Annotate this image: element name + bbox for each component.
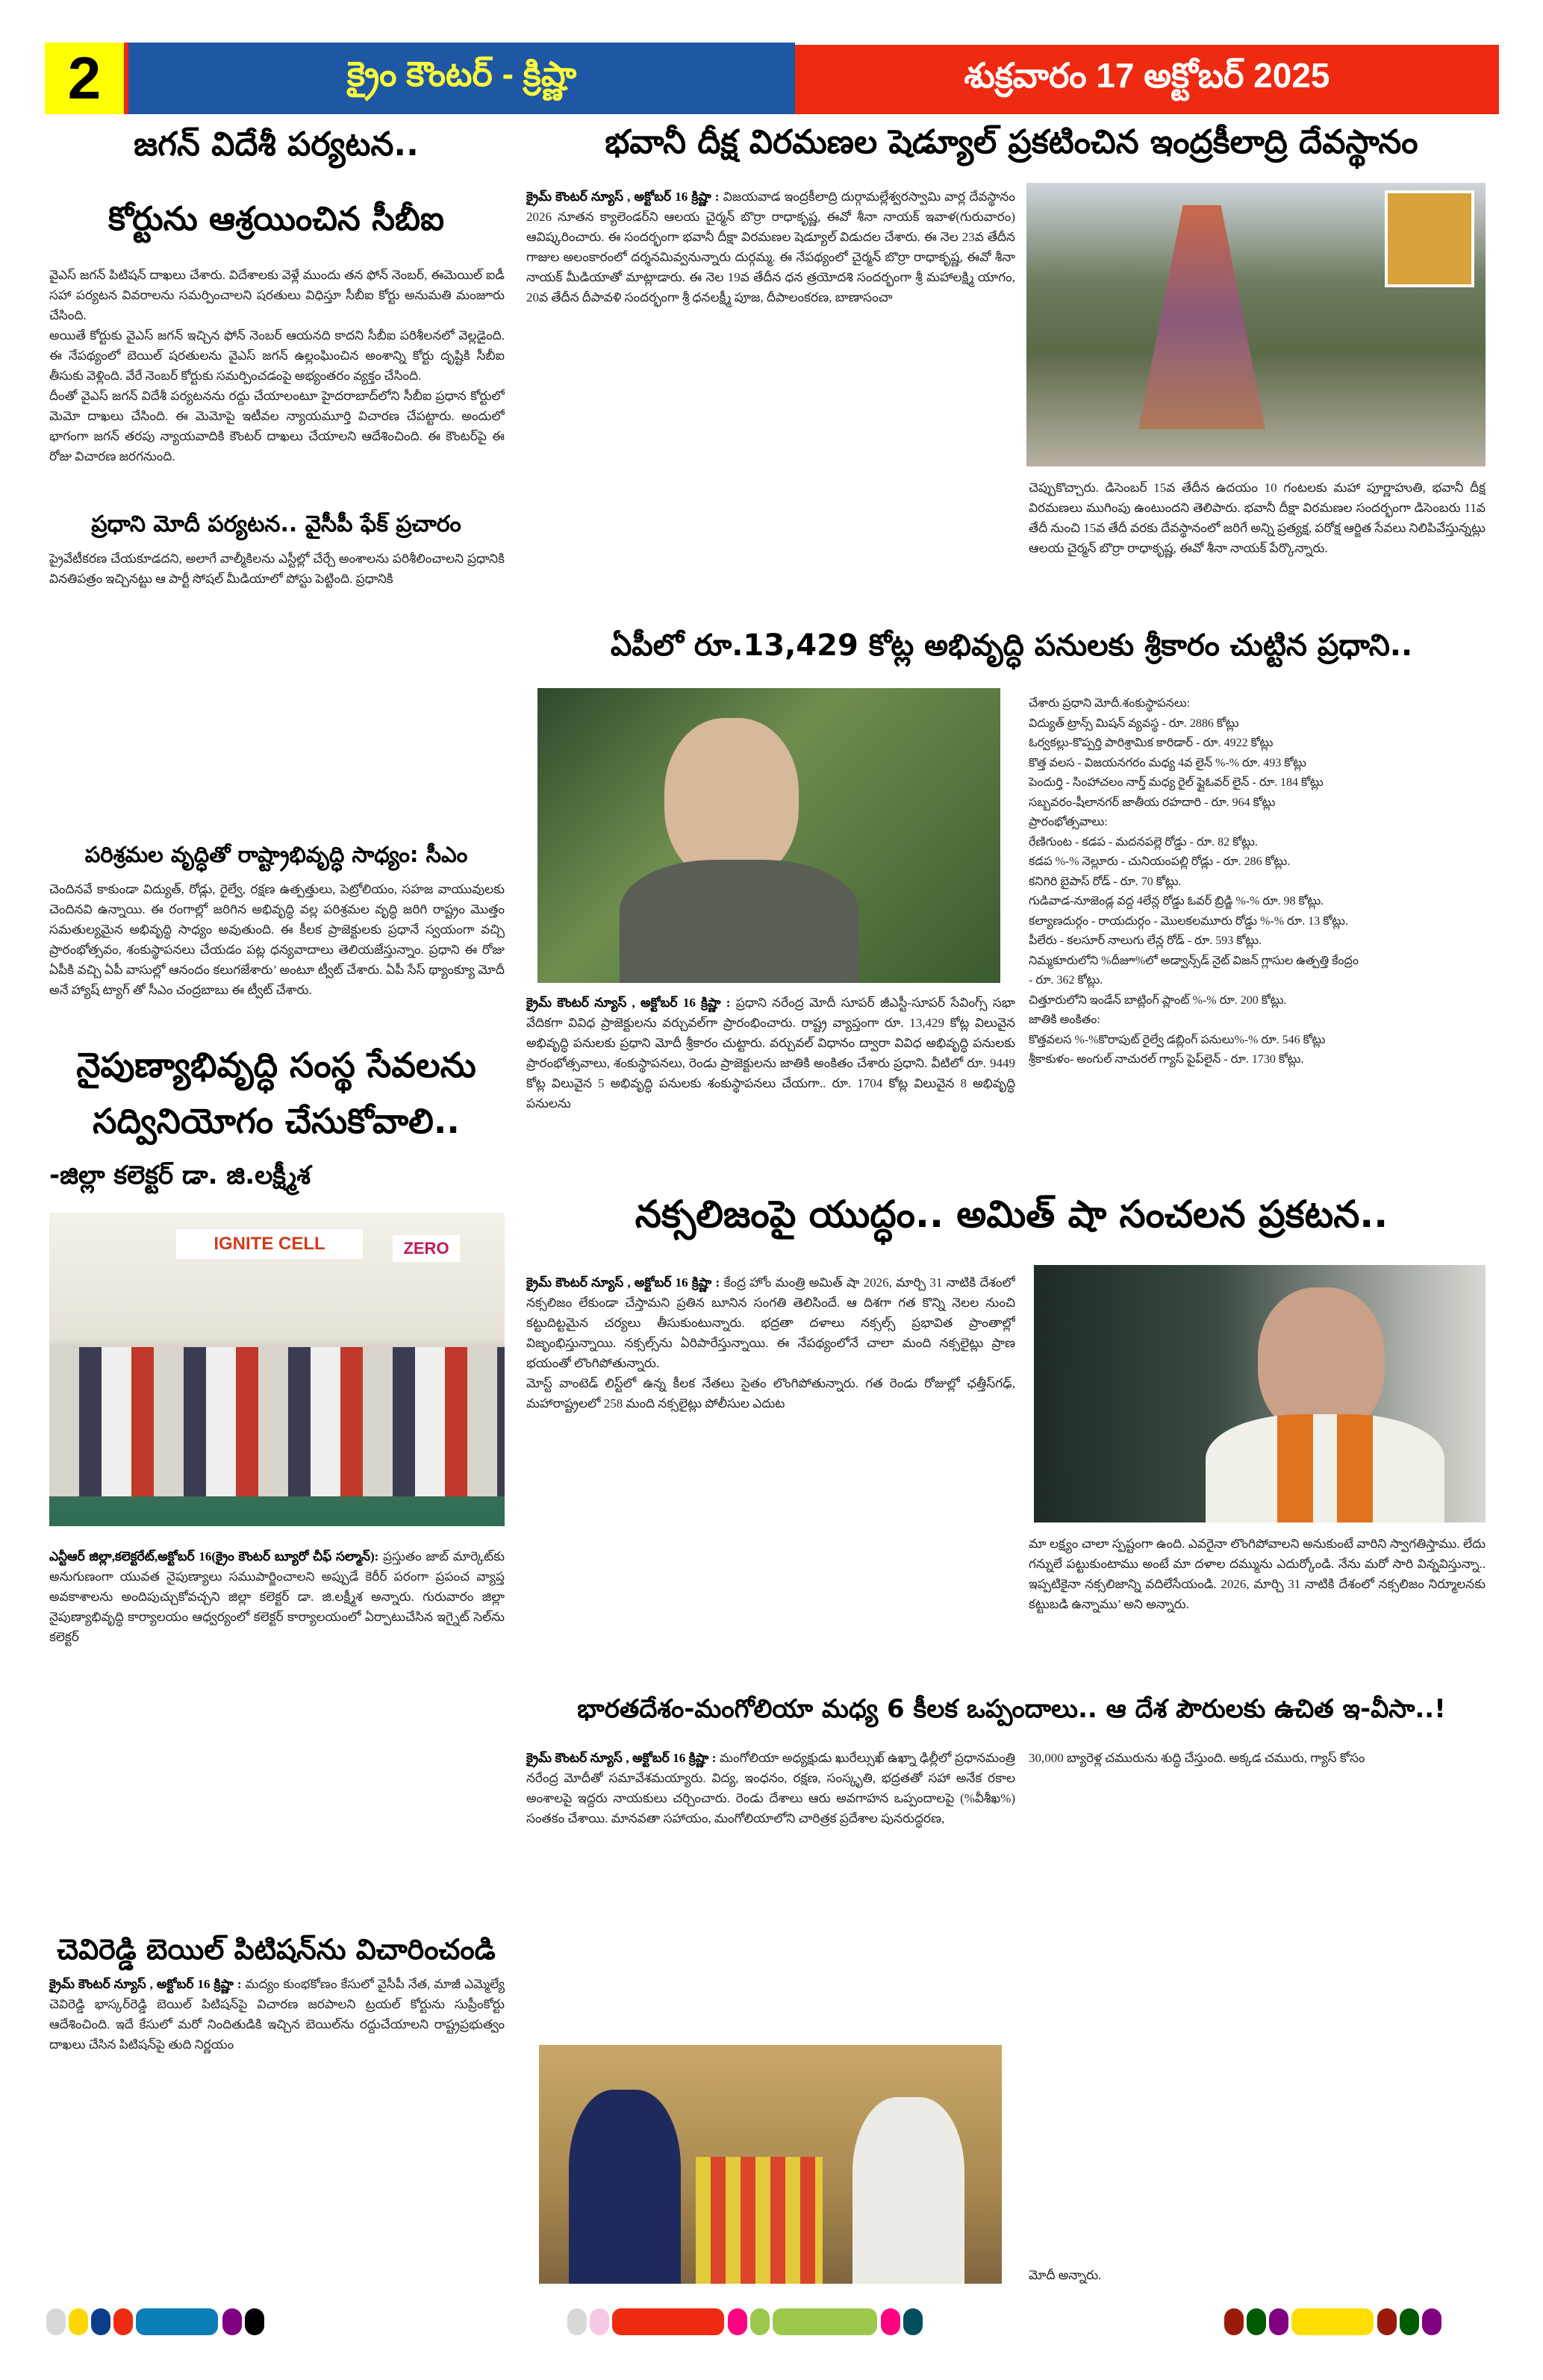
headline-skills-2: సద్వినియోగం చేసుకోవాలి.. — [93, 1101, 460, 1141]
list-item: - రూ. 362 కోట్లు. — [1029, 974, 1103, 987]
temple-gopuram — [1138, 205, 1265, 429]
photo-temple — [1026, 183, 1486, 466]
color-dot — [245, 2308, 264, 2335]
article-bhavani-body-continued — [1029, 478, 1486, 619]
list-item: జాతికి అంకితం: — [1029, 1013, 1100, 1026]
headline-jagan-1: జగన్ విదేశీ పర్యటన.. — [134, 125, 419, 163]
article-naxal-body — [526, 1272, 1015, 1675]
paragraph: దీంతో వైఎస్ జగన్ విదేశీ పర్యటనను రద్దు చేయాలంటూ హైదరాబాద్‌లోని సీబీఐ ప్రధాన కోర్టులో మెమో దాఖలు చేసింది. ఈ మెమోపై ఇటీవల న్యాయమూర్తి విచారణ చేపట్టారు. అందులో భాగంగా జగన్ తరపు న్యాయవాదికి కౌంటర్ దాఖలు చేయాలని ఆదేశించింది. ఈ కౌంటర్‌పై ఈ రోజు విచారణ జరగనుంది. — [49, 389, 505, 463]
article-naxal-body-continued — [1029, 1534, 1486, 1664]
list-item: కొత్తవలస %-%కొరాపుట్ రైల్వే డబ్లింగ్ పనులు%-% రూ. 546 కోట్లు — [1029, 1033, 1326, 1046]
byline-collector: -జిల్లా కలెక్టర్ డా. జి.లక్ష్మీశ — [49, 1161, 311, 1190]
photo-ignite-cell-launch — [49, 1213, 505, 1526]
photo-modi — [537, 688, 1000, 983]
dateline: క్రైమ్ కౌంటర్ న్యూస్ , అక్టోబర్ 16 క్రిష్ణా : — [526, 190, 720, 204]
headline-bhavani: భవానీ దీక్ష విరమణల షెడ్యూల్ ప్రకటించిన ఇంద్రకీలాద్రి దేవస్థానం — [605, 123, 1418, 161]
color-bar — [136, 2308, 218, 2335]
headline-chevireddy: చెవిరెడ్డి బెయిల్ పిటిషన్‌ను విచారించండి — [57, 1933, 496, 1966]
list-item: చేశారు ప్రధాని మోదీ.శంకుస్థాపనలు: — [1029, 697, 1191, 710]
list-item: చిత్తూరులోని ఇండేన్ బాట్లింగ్ ప్లాంట్ %-% రూ. 200 కోట్లు. — [1029, 993, 1287, 1007]
list-item: ప్రారంభోత్సవాలు: — [1029, 816, 1108, 828]
amit-shah-scarf — [1206, 1414, 1444, 1522]
color-dot — [91, 2308, 110, 2335]
list-item: రేణిగుంట - కడప - మదనపల్లె రోడ్డు - రూ. 82 కోట్లు. — [1029, 835, 1258, 849]
edition-title: క్రైం కౌంటర్ - క్రిష్ణా — [128, 43, 795, 114]
flower-bouquet — [696, 2157, 823, 2284]
dateline: క్రైమ్ కౌంటర్ న్యూస్ , అక్టోబర్ 16 క్రిష్ణా : — [526, 1275, 720, 1290]
article-skills-body — [49, 1546, 505, 1905]
list-item: విద్యుత్ ట్రాన్స్ మిషన్ వ్యవస్థ - రూ. 2886 కోట్లు — [1029, 716, 1239, 730]
paragraph: విజయవాడ ఇంద్రకీలాద్రి దుర్గామల్లేశ్వరస్వామి వార్ల దేవస్థానం 2026 నూతన క్యాలెండర్‌ని ఆలయ చైర్మన్ బొర్రా రాధాకృష్ణ, ఈవో శీనా నాయక్ ఇవాళ(గురువారం) ఆవిష్కరించారు. ఈ సందర్భంగా భవానీ దీక్షా విరమణల షెడ్యూల్ విడుదల చేశారు. ఈ నెల 23వ తేదీన గాజుల అలంకారంలో దర్శనమివ్వనున్నారు దుర్గమ్మ. ఈ నేపథ్యంలో చైర్మన్ బొర్రా రాధాకృష్ణ, ఈవో శీనా నాయక్ మీడియాతో మాట్లాడారు. ఈ నెల 19వ తేదీన ధన త్రయోదశి సందర్భంగా శ్రీ మహాలక్ష్మి యాగం, 20వ తేదీన దీపావళి సందర్భంగా శ్రీ ధనలక్ష్మీ పూజ, దీపాలంకరణ, బాణాసంచా — [526, 190, 1015, 304]
dateline: క్రైమ్ కౌంటర్ న్యూస్ , అక్టోబర్ 16 క్రిష్ణా : — [526, 996, 731, 1010]
photo-amit-shah — [1034, 1265, 1486, 1522]
list-item: పీలేరు - కలసూర్ నాలుగు లేన్ల రోడ్ - రూ. 593 కోట్లు. — [1029, 934, 1262, 947]
modi-vest — [620, 860, 858, 983]
dateline: క్రైమ్ కౌంటర్ న్యూస్ , అక్టోబర్ 16 క్రిష్ణా : — [526, 1751, 717, 1765]
article-bhavani-body — [526, 187, 1015, 619]
headline-projects: ఏపీలో రూ.13,429 కోట్ల అభివృద్ధి పనులకు శ్రీకారం చుట్టిన ప్రధాని.. — [610, 628, 1413, 663]
paragraph: చెప్పుకొచ్చారు. డిసెంబర్ 15వ తేదీన ఉదయం 10 గంటలకు మహా పూర్ణాహుతి, భవానీ దీక్ష విరమణలు ముగింపు ఉంటుందని తెలిపారు. భవానీ దీక్షా విరమణల సందర్భంగా డిసెంబరు 11వ తేదీ నుంచి 15వ తేదీ వరకు దేవస్థానంలో జరిగే అన్ని ప్రత్యక్ష, పరోక్ష ఆర్జిత సేవలు నిలిపివేస్తున్నట్లు ఆలయ చైర్మన్ బొర్రా రాధాకృష్ణ, ఈవో శీనా నాయక్ పేర్కొన్నారు. — [1029, 481, 1486, 555]
article-projects-body — [526, 993, 1015, 1168]
article-mongolia-body-continued — [1029, 1748, 1486, 2263]
color-dot — [750, 2308, 770, 2335]
article-cm-body — [49, 879, 505, 1036]
color-dot — [222, 2308, 242, 2335]
list-item: కొత్త వలస - విజయనగరం మధ్య 4వ లైన్ %-% రూ. 493 కోట్లు — [1029, 756, 1306, 769]
pm-modi — [852, 2097, 964, 2284]
headline-mongolia: భారతదేశం-మంగోలియా మధ్య 6 కీలక ఒప్పందాలు.. ఆ దేశ పౌరులకు ఉచిత ఇ-వీసా..! — [577, 1694, 1446, 1724]
list-item: నిమ్మకూరులోని %దీజూ%లో అడ్వాన్స్‌డ్ నైట్ విజన్ గ్లాసుల ఉత్పత్తి కేంద్రం — [1029, 954, 1359, 967]
paragraph: మద్యం కుంభకోణం కేసులో వైసీపీ నేత, మాజీ ఎమ్మెల్యే చెవిరెడ్డి భాస్కర్‌రెడ్డి బెయిల్ పిటిషన్‌పై విచారణ జరపాలని ట్రయల్ కోర్టును సుప్రీంకోర్టు ఆదేశించింది. ఇదే కేసులో మరో నిందితుడికి ఇచ్చిన బెయిల్‌ను రద్దుచేయాలని రాష్ట్రప్రభుత్వం దాఖలు చేసిన పిటిషన్‌పై తుది నిర్ణయం — [49, 1977, 505, 2052]
list-item: సబ్బవరం-షీలానగర్ జాతీయ రహదారి - రూ. 964 కోట్లు — [1029, 796, 1276, 809]
paragraph: ప్రధాని నరేంద్ర మోదీ సూపర్ జీఎస్టీ-సూపర్ సేవింగ్స్ సభా వేదికగా వివిధ ప్రాజెక్టులను వర్చువల్‌గా ప్రారంభించారు. రాష్ట్ర వ్యాప్తంగా రూ. 13,429 కోట్ల విలువైన అభివృద్ధి పనులకు ప్రధాని మోదీ శ్రీకారం చుట్టారు. వర్చువల్ విధానం ద్వారా వివిధ అభివృద్ధి పనులకు ప్రారంభోత్సవాలు, శంకుస్థాపనలు, రెండు ప్రాజెక్టులను జాతికి అంకితం చేశారు ప్రధాని. వీటిలో రూ. 9449 కోట్ల విలువైన 5 అభివృద్ధి పనులకు శంకుస్థాపనలు చేయగా.. రూ. 1704 కోట్ల విలువైన 8 అభివృద్ధి పనులను — [526, 996, 1015, 1111]
paragraph: 30,000 బ్యారెళ్ల చమురును శుద్ధి చేస్తుంది. అక్కడ చమురు, గ్యాస్ కోసం — [1029, 1751, 1365, 1765]
color-dot — [1422, 2308, 1441, 2335]
color-dot — [1377, 2308, 1397, 2335]
modi-face — [664, 718, 799, 882]
dateline: క్రైమ్ కౌంటర్ న్యూస్ , అక్టోబర్ 16 క్రిష్ణా : — [49, 1977, 242, 1991]
headline-naxal: నక్సలిజంపై యుద్ధం.. అమిత్ షా సంచలన ప్రకటన.. — [635, 1193, 1388, 1236]
color-dot — [728, 2308, 747, 2335]
article-jagan-body — [49, 265, 505, 504]
people-group — [49, 1347, 505, 1496]
goddess-inset-image — [1385, 190, 1474, 287]
mongolian-president — [569, 2090, 681, 2284]
color-dot — [590, 2308, 609, 2335]
banner-zero: ZERO — [393, 1235, 460, 1262]
paragraph: మోస్ట్ వాంటెడ్ లిస్ట్‌లో ఉన్న కీలక నేతలు సైతం లొంగిపోతున్నారు. గత రెండు రోజుల్లో ఛత్తీస్‌గఢ్, మహారాష్ట్రలలో 258 మంది నక్సలైట్లు పోలీసుల ఎదుట — [526, 1376, 1015, 1411]
list-item: కనిగిరి బైపాస్ రోడ్ - రూ. 70 కోట్లు. — [1029, 875, 1182, 888]
color-dot — [113, 2308, 133, 2335]
list-item: ఓర్వకల్లు-కొప్పర్తి పారిశ్రామిక కారిడార్ - రూ. 4922 కోట్లు — [1029, 737, 1274, 749]
list-item: గుడివాడ-నూజెండ్ల వద్ద 4లేన్ల రోడ్డు ఓవర్ బ్రిడ్జి %-% రూ. 98 కోట్లు. — [1029, 895, 1324, 908]
headline-modi-fake: ప్రధాని మోదీ పర్యటన.. వైసీపీ ఫేక్ ప్రచారం — [91, 511, 461, 537]
paragraph: మంగోలియా అధ్యక్షుడు ఖురేల్సుఖ్ ఉఖ్నా ఢిల్లీలో ప్రధానమంత్రి నరేంద్ర మోదీతో సమావేశమయ్యారు. విద్య, ఇంధనం, రక్షణ, సంస్కృతి, భద్రతతో సహా అనేక రకాల అంశాలపై ఇద్దరు నాయకులు చర్చించారు. రెండు దేశాలు ఆరు అవగాహన ఒప్పందాలపై (%వీశీఖ%) సంతకం చేశాయి. మానవతా సహాయం, మంగోలియాలోని చారిత్రక ప్రదేశాల పునరుద్ధరణ, — [526, 1751, 1015, 1825]
color-dot — [1224, 2308, 1244, 2335]
list-item: కడప %-% నెల్లూరు - చునియంపల్లి రోడ్లు - రూ. 286 కోట్లు. — [1029, 855, 1291, 868]
paragraph: వైఎస్ జగన్ పిటిషన్ దాఖలు చేశారు. విదేశాలకు వెళ్లే ముందు తన ఫోన్ నెంబర్, ఈమెయిల్ ఐడీ సహా పర్యటన వివరాలను సమర్పించాలని షరతులు విధిస్తూ సీబీఐ కోర్టు అనుమతి మంజూరు చేసింది. — [49, 268, 505, 322]
color-dot — [567, 2308, 587, 2335]
article-chevireddy-body — [49, 1974, 505, 2287]
headline-cm: పరిశ్రమల వృద్ధితో రాష్ట్రాభివృద్ధి సాధ్యం: సీఎం — [84, 842, 468, 867]
list-item: పెందుర్తి - సింహాచలం నార్త్ మధ్య రైల్ ఫ్లైఓవర్ లైన్ - రూ. 184 కోట్లు — [1029, 776, 1324, 789]
color-dot — [46, 2308, 66, 2335]
color-dot — [1269, 2308, 1288, 2335]
color-bar — [773, 2308, 877, 2335]
issue-date: శుక్రవారం 17 అక్టోబర్ 2025 — [795, 45, 1499, 114]
article-mongolia-closing: మోదీ అన్నారు. — [1029, 2268, 1102, 2282]
list-item: కల్యాణదుర్గం - రాయదుర్గం - మొలకలమూరు రోడ్డు %-% రూ. 13 కోట్లు. — [1029, 914, 1348, 928]
page-number: 2 — [45, 43, 128, 114]
article-modi-fake-body — [49, 549, 505, 832]
paragraph: అయితే కోర్టుకు వైఎస్ జగన్ ఇచ్చిన ఫోన్ నెంబర్ ఆయనది కాదని సీబీఐ పరిశీలనలో వెల్లడైంది. ఈ నేపథ్యంలో బెయిల్ షరతులను వైఎస్ జగన్ ఉల్లంఘించిన అంశాన్ని కోర్టు దృష్టికి సీబీఐ తీసుకు వెళ్లింది. వేరే నెంబర్ కోర్టుకు సమర్పించడంపై అభ్యంతరం వ్యక్తం చేసింది. — [49, 328, 505, 383]
projects-list — [1029, 694, 1491, 1070]
color-dot — [1400, 2308, 1419, 2335]
paragraph: కేంద్ర హోం మంత్రి అమిత్ షా 2026, మార్చి 31 నాటికి దేశంలో నక్సలిజం లేకుండా చేస్తామని ప్రతిన బూనిన సంగతి తెలిసిందే. ఆ దిశగా గత కొన్ని నెలల నుంచి కట్టుదిట్టమైన చర్యలు తీసుకుంటున్నారు. భద్రతా దళాలు నక్సల్స్ ప్రభావిత ప్రాంతాల్లో విజృంభిస్తున్నాయి. నక్సల్స్‌ను ఏరిపారేస్తున్నాయి. ఈ నేపథ్యంలోనే చాలా మంది నక్సలైట్లు ప్రాణ భయంతో లొంగిపోతున్నారు. — [526, 1275, 1015, 1370]
color-bar — [1291, 2308, 1374, 2335]
color-dot — [1247, 2308, 1266, 2335]
color-dot — [903, 2308, 923, 2335]
color-bar — [612, 2308, 724, 2335]
headline-skills-1: నైపుణ్యాభివృద్ధి సంస్థ సేవలను — [76, 1045, 476, 1085]
color-dot — [881, 2308, 900, 2335]
list-item: శ్రీకాకుళం- అంగుల్ నాచురల్ గ్యాస్ పైప్‌లైన్ - రూ. 1730 కోట్లు. — [1029, 1053, 1304, 1066]
headline-jagan-2: కోర్టును ఆశ్రయించిన సీబీఐ — [108, 200, 444, 238]
article-mongolia-body — [526, 1748, 1015, 2039]
dateline: ఎన్టీఆర్ జిల్లా,కలెక్టరేట్,అక్టోబర్ 16(క్రైం కౌంటర్ బ్యూరో చీఫ్ సల్మాన్): — [49, 1549, 379, 1564]
banner-ignite-cell: IGNITE CELL — [176, 1229, 363, 1259]
photo-mongolia-meeting — [539, 2045, 1002, 2284]
color-dot — [69, 2308, 88, 2335]
paragraph: మా లక్ష్యం చాలా స్పష్టంగా ఉంది. ఎవరైనా లొంగిపోవాలని అనుకుంటే వారిని స్వాగతిస్తాము. లేదు గన్నులే పట్టుకుంటాము అంటే మా దళాల దమ్మును ఎదుర్కోండి. నేను మరో సారి విన్నవిస్తున్నా.. ఇప్పటికైనా నక్సలిజాన్ని వదిలేసేయండి. 2026, మార్చి 31 నాటికి దేశంలో నక్సలిజం నిర్మూలనకు కట్టుబడి ఉన్నాము’ అని అన్నారు. — [1029, 1537, 1486, 1611]
paragraph: ప్రస్తుతం జాబ్ మార్కెట్‌కు అనుగుణంగా యువత నైపుణ్యాలు సముపార్జించాలని అప్పుడే కెరీర్ పరంగా ప్రపంచ వ్యాప్త అవకాశాలను అందిపుచ్చుకోవచ్చని జిల్లా కలెక్టర్ డా. జి.లక్ష్మీశ అన్నారు. గురువారం జిల్లా నైపుణ్యాభివృద్ధి కార్యాలయం ఆధ్వర్యంలో కలెక్టర్ కార్యాలయంలో ఏర్పాటుచేసిన ఇగ్నైట్ సెల్‌ను కలెక్టర్ — [49, 1549, 505, 1644]
paragraph: ప్రైవేటీకరణ చేయకూడదని, అలాగే వాల్మీకిలను ఎస్టీల్లో చేర్చే అంశాలను పరిశీలించాలని ప్రధానికి వినతిపత్రం ఇచ్చినట్టు ఆ పార్టీ సోషల్ మీడియాలో పోస్టు పెట్టింది. ప్రధానికి — [49, 552, 505, 586]
paragraph: చెందినవే కాకుండా విద్యుత్, రోడ్లు, రైల్వే, రక్షణ ఉత్పత్తులు, పెట్రోలియం, సహజ వాయువులకు చెందినవి ఉన్నాయి. ఈ రంగాల్లో జరిగిన అభివృద్ధి వల్ల పరిశ్రమల వృద్ధి జరిగి రాష్ట్రం మొత్తం సమతుల్యమైన అభివృద్ధి సాధ్యం అవుతుంది. ఈ కీలక ప్రాజెక్టులకు ప్రధానే స్వయంగా వచ్చి ప్రారంభోత్సవం, శంకుస్థాపనలు చేయడం పట్ల ధన్యవాదాలు తెలియజేస్తున్నాం. ప్రధాని ఈ రోజు ఏపీకి వచ్చి ఏపీ వాసుల్లో ఆనందం కలుగజేశారు’ అంటూ ట్వీట్ చేశారు. ఏపీ సేస్ థ్యాంక్యూ మోదీ అనే హ్యాష్ ట్యాగ్ తో సీఎం చంద్రబాబు ఈ ట్వీట్ చేశారు. — [49, 882, 505, 997]
